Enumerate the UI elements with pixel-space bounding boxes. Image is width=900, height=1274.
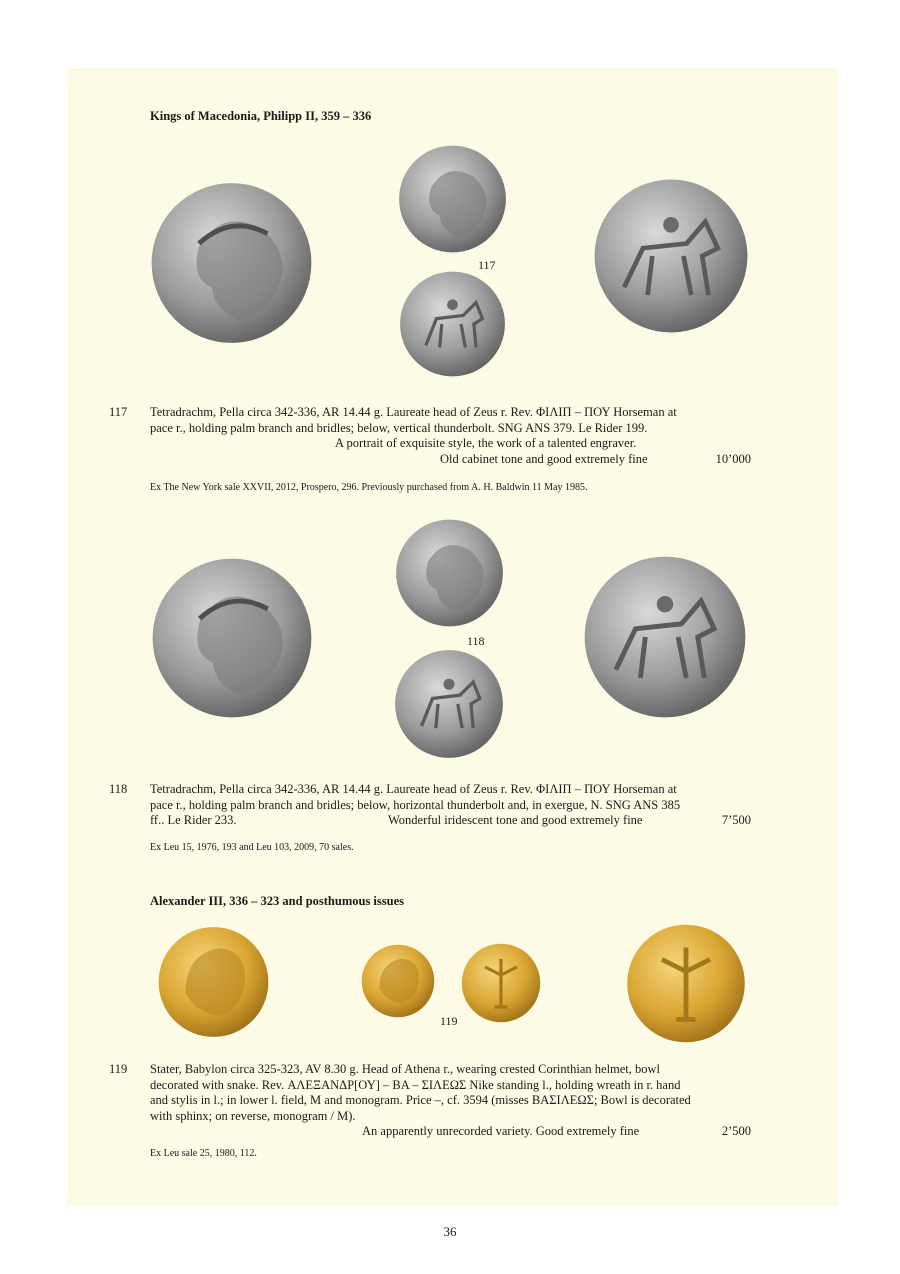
page-number: 36 [443,1224,457,1239]
coin-118-reverse-small [394,645,504,763]
coin-118-obverse-large [151,550,313,726]
plate-label-119: 119 [440,1014,458,1028]
coin-117-reverse-small [399,268,506,380]
lot-118-provenance: Ex Leu 15, 1976, 193 and Leu 103, 2009, 70 sales. [150,842,354,853]
coin-119-reverse-small [461,943,541,1023]
estimate-price: 7’500 [721,813,751,827]
coin-118-reverse-large [583,546,747,728]
condition-line: An apparently unrecorded variety. Good extremely fine [362,1124,640,1138]
coin-118-obverse-small [395,514,504,632]
coin-117-reverse-large [592,178,750,334]
coin-117-obverse-small [398,143,507,255]
description-line: ff.. Le Rider 233. [150,813,237,827]
lot-number: 117 [109,405,128,419]
condition-line: Wonderful iridescent tone and good extremely fine [388,813,643,827]
estimate-price: 2’500 [721,1124,751,1138]
description-line: decorated with snake. Rev. ΑΛΕΞΑΝΔΡ[ΟΥ] – ΒΑ – ΣΙΛΕΩΣ Nike standing l., holding wreath in r. hand [150,1077,681,1092]
lot-number: 119 [109,1062,128,1076]
description-line: pace r., holding palm branch and bridles; below, vertical thunderbolt. SNG ANS 379. Le Rider 199. [150,420,648,435]
description-line: Stater, Babylon circa 325-323, AV 8.30 g. Head of Athena r., wearing crested Corinthian helmet, bowl [150,1062,661,1076]
coin-119-obverse-large [155,926,272,1038]
plate-label-117: 117 [478,258,496,272]
estimate-price: 10’000 [715,451,751,466]
coin-117-obverse-large [150,180,313,346]
lot-117-provenance: Ex The New York sale XXVII, 2012, Prospero, 296. Previously purchased from A. H. Baldwin 11 May 1985. [150,482,588,493]
description-line: and stylis in l.; in lower l. field, M and monogram. Price –, cf. 3594 (misses ΒΑΣΙΛΕΩΣ; Bowl is decorated [150,1093,691,1107]
description-line: with sphinx; on reverse, monogram / M). [150,1108,356,1123]
plate-label-118: 118 [467,634,485,648]
coin-119-obverse-small [359,944,437,1018]
description-line: Tetradrachm, Pella circa 342-336, AR 14.44 g. Laureate head of Zeus r. Rev. ΦΙΛΙΠ – ΠΟΥ Horseman at [150,782,677,796]
condition-line: Old cabinet tone and good extremely fine [440,451,648,466]
lot-number: 118 [109,782,128,796]
lot-119-provenance: Ex Leu sale 25, 1980, 112. [150,1148,257,1159]
section-heading-philipp: Kings of Macedonia, Philipp II, 359 – 336 [150,109,372,123]
remark-line: A portrait of exquisite style, the work of a talented engraver. [335,436,637,450]
description-line: Tetradrachm, Pella circa 342-336, AR 14.44 g. Laureate head of Zeus r. Rev. ΦΙΛΙΠ – ΠΟΥ Horseman at [150,405,677,419]
coin-119-reverse-large [626,923,746,1044]
section-heading-alexander: Alexander III, 336 – 323 and posthumous issues [150,894,404,908]
description-line: pace r., holding palm branch and bridles; below, horizontal thunderbolt and, in exergue, N. SNG ANS 385 [150,797,681,812]
